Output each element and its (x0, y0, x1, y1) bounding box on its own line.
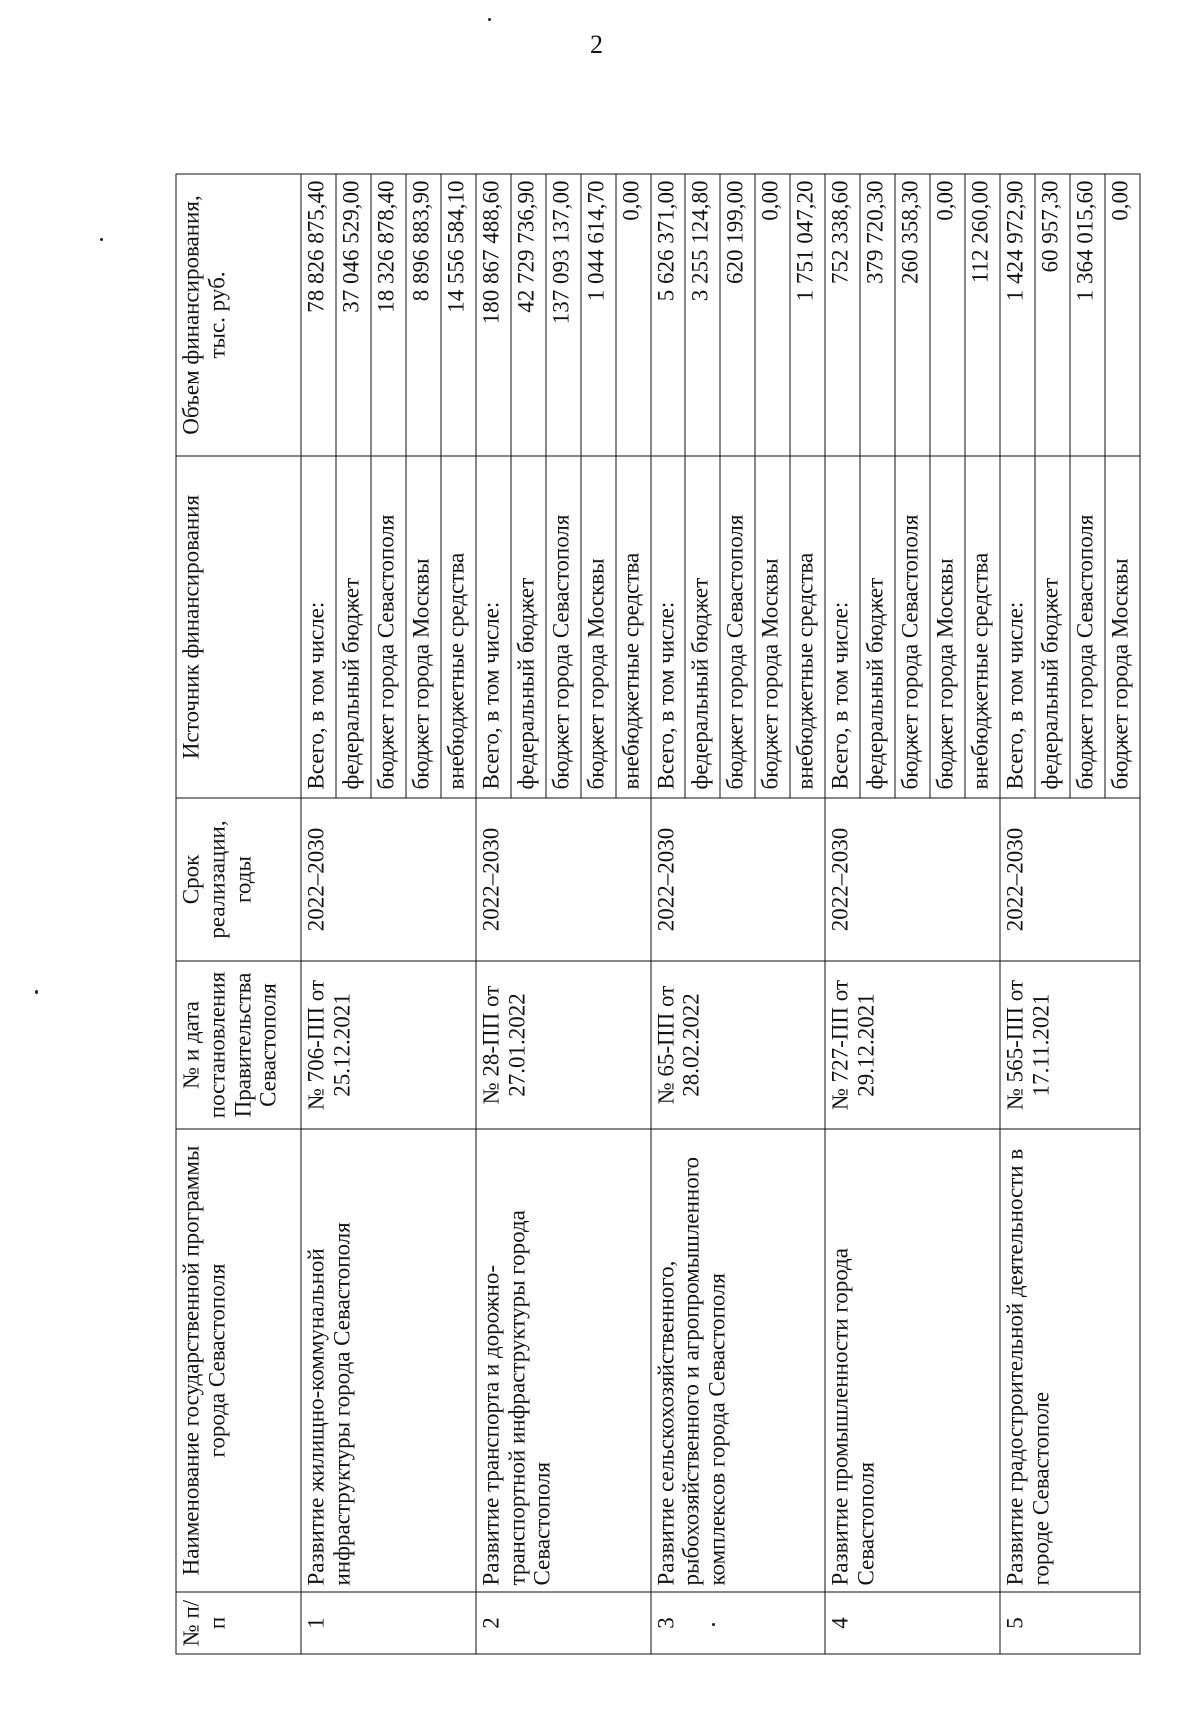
funding-amount: 0,00 (930, 174, 965, 456)
table-row (301, 174, 336, 1654)
program-name: Развитие градостроительной деятельности в городе Севастополе (1000, 1129, 1140, 1592)
page-number: 2 (590, 30, 603, 59)
funding-source: бюджет города Севастополя (546, 456, 581, 798)
program-num: 5 (1000, 1592, 1140, 1654)
program-name: Развитие сельскохозяйственного, рыбохозяйственного и агропромышленного комплексов города Севастополя (651, 1129, 826, 1592)
funding-amount: 620 199,00 (720, 174, 755, 456)
funding-source: Всего, в том числе: (1000, 456, 1035, 798)
funding-source: Всего, в том числе: (476, 456, 511, 798)
funding-source: бюджет города Севастополя (720, 456, 755, 798)
program-name: Развитие транспорта и дорожно-транспортной инфраструктуры города Севастополя (476, 1129, 651, 1592)
funding-amount: 8 896 883,90 (406, 174, 441, 456)
program-num: 4 (825, 1592, 1000, 1654)
program-decree: № 65-ПП от 28.02.2022 (651, 961, 826, 1129)
funding-amount: 1 751 047,20 (790, 174, 825, 456)
program-decree: № 28-ПП от 27.01.2022 (476, 961, 651, 1129)
table-row (651, 174, 686, 1654)
header-decree: № и дата постановления Правительства Севастополя (176, 961, 301, 1129)
funding-source: бюджет города Москвы (406, 456, 441, 798)
funding-source: бюджет города Севастополя (371, 456, 406, 798)
table-row (1000, 174, 1035, 1654)
funding-source: внебюджетные средства (441, 456, 476, 798)
funding-amount: 0,00 (755, 174, 790, 456)
funding-amount: 1 364 015,60 (1070, 174, 1105, 456)
table-body (301, 174, 1140, 1654)
program-decree: № 565-ПП от 17.11.2021 (1000, 961, 1140, 1129)
funding-amount: 0,00 (1105, 174, 1140, 456)
funding-source: внебюджетные средства (616, 456, 651, 798)
program-period: 2022–2030 (651, 798, 826, 961)
funding-amount: 37 046 529,00 (336, 174, 371, 456)
funding-source: бюджет города Севастополя (1070, 456, 1105, 798)
funding-source: федеральный бюджет (1035, 456, 1070, 798)
program-name: Развитие жилищно-коммунальной инфраструктуры города Севастополя (301, 1129, 476, 1592)
header-period: Срок реализации, годы (176, 798, 301, 961)
funding-source: федеральный бюджет (336, 456, 371, 798)
funding-amount: 112 260,00 (965, 174, 1000, 456)
rotated-table-wrapper (176, 175, 1141, 1655)
program-period: 2022–2030 (476, 798, 651, 961)
funding-source: федеральный бюджет (511, 456, 546, 798)
funding-source: внебюджетные средства (790, 456, 825, 798)
funding-source: Всего, в том числе: (301, 456, 336, 798)
funding-source: бюджет города Москвы (930, 456, 965, 798)
programs-table (176, 174, 1141, 1655)
program-num: 3 (651, 1592, 826, 1654)
scan-speck (100, 238, 103, 241)
program-period: 2022–2030 (1000, 798, 1140, 961)
funding-amount: 18 326 878,40 (371, 174, 406, 456)
funding-amount: 260 358,30 (895, 174, 930, 456)
program-num: 2 (476, 1592, 651, 1654)
funding-amount: 60 957,30 (1035, 174, 1070, 456)
funding-source: бюджет города Москвы (755, 456, 790, 798)
table-row (825, 174, 860, 1654)
table-header-row (176, 174, 301, 1654)
header-volume: Объем финансирования, тыс. руб. (176, 174, 301, 456)
funding-amount: 379 720,30 (860, 174, 895, 456)
funding-source: Всего, в том числе: (651, 456, 686, 798)
program-num: 1 (301, 1592, 476, 1654)
funding-source: федеральный бюджет (685, 456, 720, 798)
funding-amount: 180 867 488,60 (476, 174, 511, 456)
funding-amount: 1 044 614,70 (581, 174, 616, 456)
program-decree: № 727-ПП от 29.12.2021 (825, 961, 1000, 1129)
funding-amount: 3 255 124,80 (685, 174, 720, 456)
funding-amount: 137 093 137,00 (546, 174, 581, 456)
scan-speck (35, 990, 38, 994)
funding-amount: 42 729 736,90 (511, 174, 546, 456)
funding-amount: 752 338,60 (825, 174, 860, 456)
program-decree: № 706-ПП от 25.12.2021 (301, 961, 476, 1129)
program-period: 2022–2030 (301, 798, 476, 961)
scan-speck (488, 18, 491, 21)
program-name: Развитие промышленности города Севастополя (825, 1129, 1000, 1592)
funding-amount: 1 424 972,90 (1000, 174, 1035, 456)
table-row (476, 174, 511, 1654)
funding-source: федеральный бюджет (860, 456, 895, 798)
program-period: 2022–2030 (825, 798, 1000, 961)
funding-amount: 78 826 875,40 (301, 174, 336, 456)
header-source: Источник финансирования (176, 456, 301, 798)
funding-source: бюджет города Москвы (581, 456, 616, 798)
funding-source: бюджет города Севастополя (895, 456, 930, 798)
funding-amount: 0,00 (616, 174, 651, 456)
header-num: № п/п (176, 1592, 301, 1654)
funding-amount: 5 626 371,00 (651, 174, 686, 456)
funding-source: внебюджетные средства (965, 456, 1000, 798)
funding-amount: 14 556 584,10 (441, 174, 476, 456)
header-name: Наименование государственной программы города Севастополя (176, 1129, 301, 1592)
funding-source: Всего, в том числе: (825, 456, 860, 798)
funding-source: бюджет города Москвы (1105, 456, 1140, 798)
